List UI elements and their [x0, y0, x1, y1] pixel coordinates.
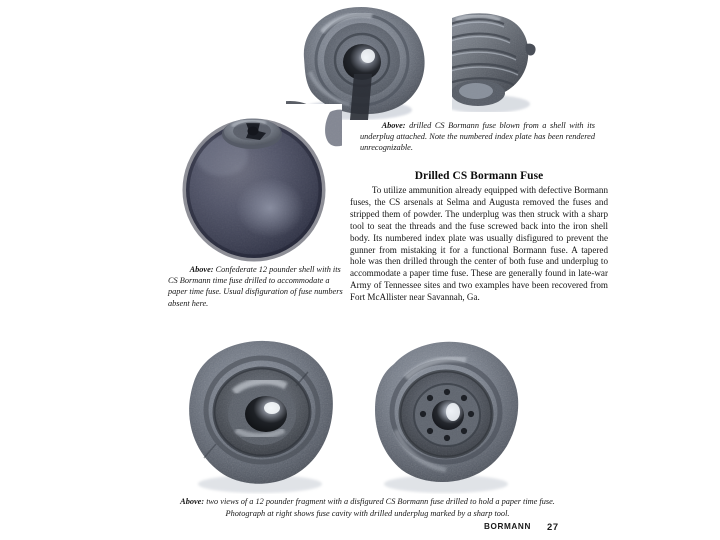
caption-top: [360, 120, 595, 154]
caption-left-text: Confederate 12 pounder shell with its CS Bormann time fuse drilled to accommodate a paper time fuse. Usual disfiguration of fuse numbers absent here.: [168, 265, 343, 308]
caption-top-lead: Above:: [381, 121, 406, 130]
confederate-12-pounder-shell-photo: [174, 104, 342, 262]
caption-bottom: [160, 496, 575, 519]
caption-bottom-lead: Above:: [180, 497, 205, 506]
footer-chapter-label: BORMANN: [484, 522, 531, 531]
threaded-underplug-side-photo: [452, 0, 574, 112]
shell-fragment-fuse-cavity-photo: [176, 334, 344, 494]
section-heading: Drilled CS Bormann Fuse: [414, 170, 544, 182]
page-footer: [0, 522, 720, 536]
footer-page-number: 27: [547, 521, 559, 532]
shell-fragment-underplug-photo: [360, 334, 530, 494]
caption-top-text: drilled CS Bormann fuse blown from a shell with its underplug attached. Note the numbered index plate has been rendered unrecognizable.: [360, 121, 595, 153]
body-paragraph: To utilize ammunition already equipped with defective Bormann fuses, the CS arsenals at Selma and Augusta removed the fuses and stripped them of powder. The underplug was then struck with a sharp tool to seat the threads and the fuse screwed back into the iron shell body. Its numbered index plate was usually disfigured to prevent the gunner from mistaking it for a functional Bormann fuse. A tapered hole was then drilled through the center of both fuse and underplug to accommodate a paper time fuse. These are generally found in late-war Army of Tennessee sites and two examples have been recovered from Fort McAllister near Savannah, Ga.: [350, 185, 608, 303]
caption-left-lead: Above:: [189, 265, 214, 274]
caption-bottom-text: two views of a 12 pounder fragment with a disfigured CS Bormann fuse drilled to hold a paper time fuse. Photograph at right shows fuse cavity with drilled underplug marked by a sharp tool.: [204, 497, 555, 518]
body-text-column: [350, 185, 608, 304]
caption-left: [168, 264, 343, 309]
drilled-cs-bormann-fuse-face-photo: [286, 2, 442, 120]
